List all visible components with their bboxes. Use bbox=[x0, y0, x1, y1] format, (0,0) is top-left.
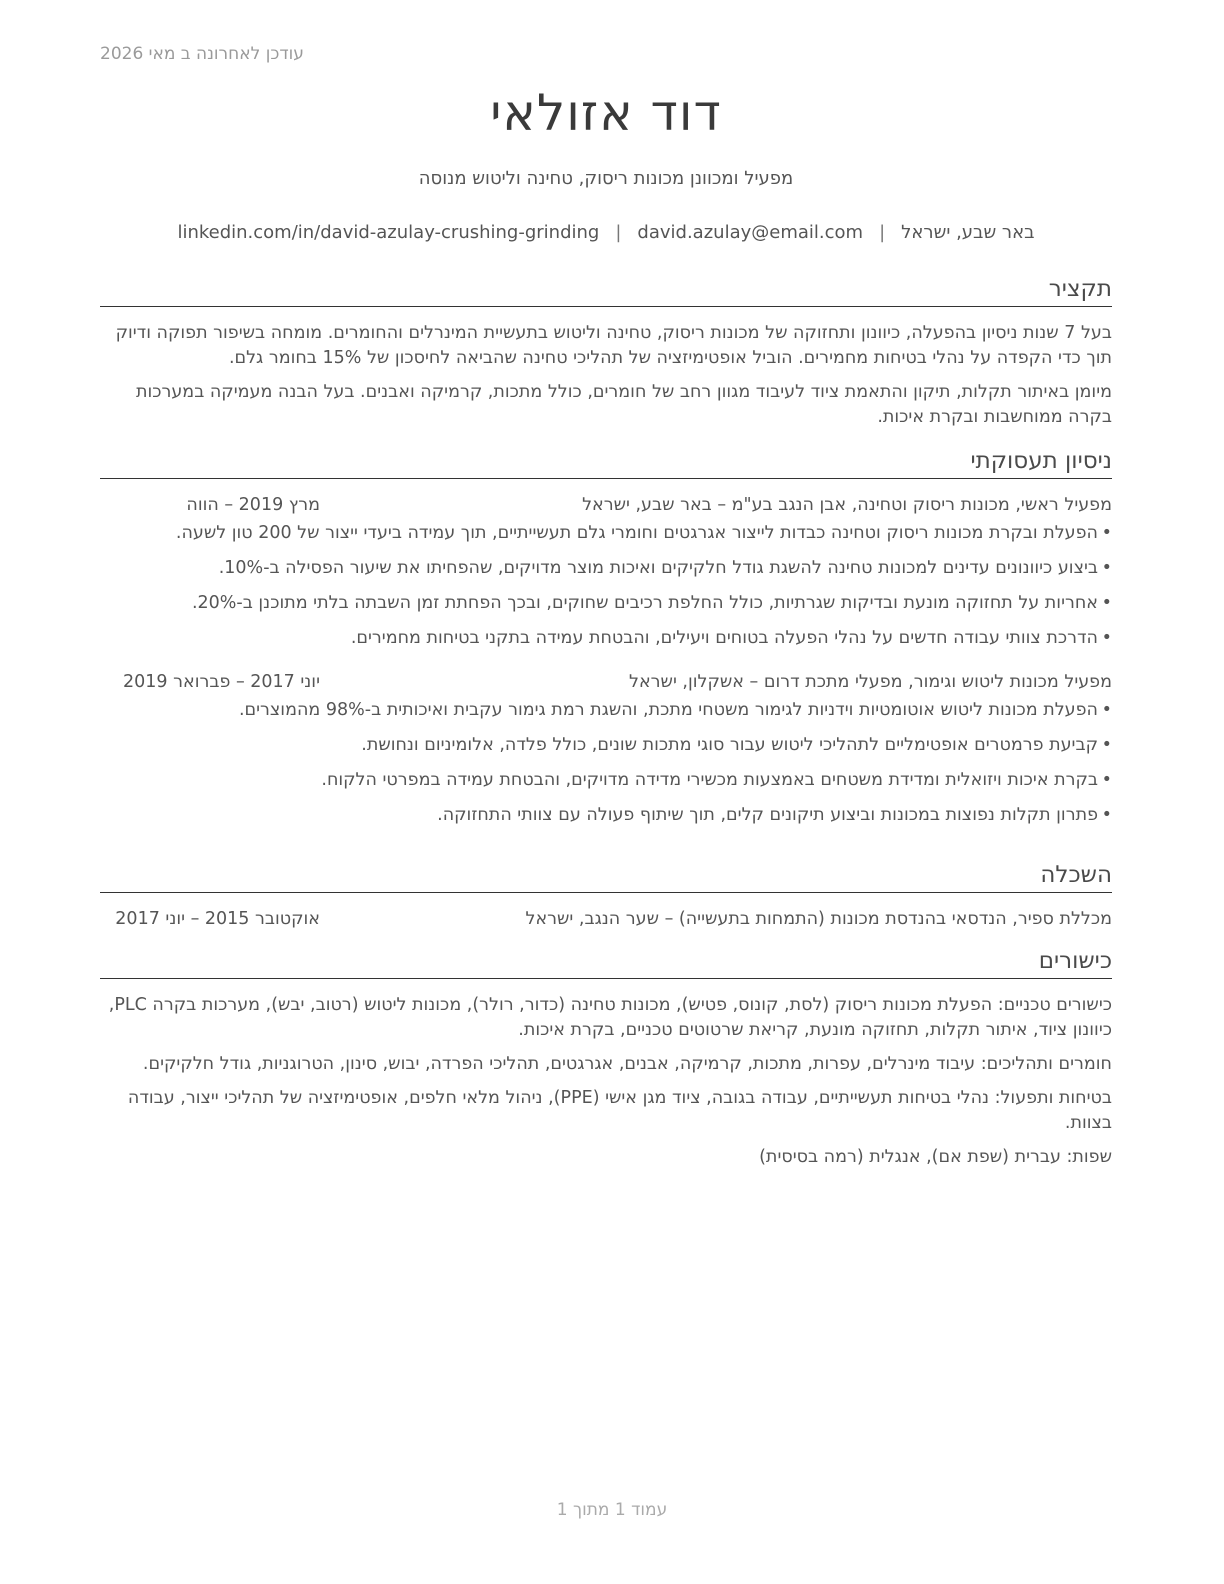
skills-item: כישורים טכניים: הפעלת מכונות ריסוק (לסת, קונוס, פטיש), מכונות טחינה (כדור, רולר), מכונות ליטוש (רטוב, יבש), מערכות בקרה PLC, כיוונון ציוד, איתור תקלות, תחזוקה מונעת, קריאת שרטוטים טכניים, בקרת איכות. bbox=[108, 995, 1112, 1040]
education-entry bbox=[100, 907, 1112, 931]
skills-item: חומרים ותהליכים: עיבוד מינרלים, עפרות, מתכות, קרמיקה, אבנים, אגרגטים, תהליכי הפרדה, יבוש, סינון, הטרוגניות, גודל חלקיקים. bbox=[142, 1054, 1112, 1074]
skills-item: בטיחות ותפעול: נהלי בטיחות תעשייתיים, עבודה בגובה, ציוד מגן אישי (PPE), ניהול מלאי חלפים, אופטימיזציה של תהליכי ייצור, עבודה בצוות. bbox=[127, 1088, 1112, 1133]
job-bullet: • קביעת פרמטרים אופטימליים לתהליכי ליטוש עבור סוגי מתכות שונים, כולל פלדה, אלומיניום ונחושת. bbox=[100, 733, 1112, 757]
job-bullet: • הפעלת ובקרת מכונות ריסוק וטחינה כבדות לייצור אגרגטים וחומרי גלם תעשייתיים, תוך עמידה ביעדי ייצור של 200 טון לשעה. bbox=[100, 521, 1112, 545]
job-entry bbox=[100, 493, 1112, 650]
job-bullets bbox=[100, 521, 1112, 650]
location: באר שבע, ישראל bbox=[901, 222, 1035, 243]
job-bullet: • פתרון תקלות נפוצות במכונות וביצוע תיקונים קלים, תוך שיתוף פעולה עם צוותי התחזוקה. bbox=[100, 803, 1112, 827]
section-title-summary: תקציר bbox=[100, 274, 1112, 307]
summary-paragraph: מיומן באיתור תקלות, תיקון והתאמת ציוד לעיבוד מגוון רחב של חומרים, כולל מתכות, קרמיקה ואבנים. בעל הבנה מעמיקה במערכות בקרה ממוחשבות ובקרת איכות. bbox=[135, 382, 1112, 427]
job-role: מפעיל מכונות ליטוש וגימור, מפעלי מתכת דרום – אשקלון, ישראל bbox=[629, 672, 1112, 692]
job-dates: יוני 2017 – פברואר 2019 bbox=[123, 672, 320, 692]
job-bullet: • אחריות על תחזוקה מונעת ובדיקות שגרתיות, כולל החלפת רכיבים שחוקים, ובכך הפחתת זמן השבתה בלתי מתוכנן ב-20%. bbox=[100, 591, 1112, 615]
job-bullet: • הדרכת צוותי עבודה חדשים על נהלי הפעלה בטוחים ויעילים, והבטחת עמידה בתקני בטיחות מחמירים. bbox=[100, 626, 1112, 650]
summary-paragraph: בעל 7 שנות ניסיון בהפעלה, כיוונון ותחזוקה של מכונות ריסוק, טחינה וליטוש בתעשיית המינרלים והחומרים. מומחה בשיפור תפוקה ודיוק תוך כדי הקפדה על נהלי בטיחות מחמירים. הוביל אופטימיזציה של תהליכי טחינה שהביאה לחיסכון של 15% בחומר גלם. bbox=[115, 323, 1112, 368]
section-title-education: השכלה bbox=[100, 860, 1112, 893]
job-bullets bbox=[100, 698, 1112, 827]
job-header bbox=[100, 493, 1112, 517]
job-dates: מרץ 2019 – הווה bbox=[186, 495, 320, 515]
summary-section bbox=[100, 274, 1112, 439]
education-dates: אוקטובר 2015 – יוני 2017 bbox=[115, 909, 320, 929]
candidate-headline: מפעיל ומכוונן מכונות ריסוק, טחינה וליטוש מנוסה bbox=[418, 168, 794, 189]
education-section bbox=[100, 860, 1112, 935]
candidate-name: דוד אזולאי bbox=[490, 84, 722, 142]
contact-separator: | bbox=[879, 222, 886, 243]
last-updated-note: עודכן לאחרונה ב מאי 2026 bbox=[100, 44, 304, 64]
section-title-experience: ניסיון תעסוקתי bbox=[100, 446, 1112, 479]
linkedin-link[interactable]: linkedin.com/in/david-azulay-crushing-grinding bbox=[177, 222, 600, 243]
contact-line bbox=[100, 222, 1112, 243]
job-bullet: • הפעלת מכונות ליטוש אוטומטיות וידניות לגימור משטחי מתכת, והשגת רמת גימור עקבית ואיכותית ב-98% מהמוצרים. bbox=[100, 698, 1112, 722]
skills-section bbox=[100, 946, 1112, 1179]
job-bullet: • בקרת איכות ויזואלית ומדידת משטחים באמצעות מכשירי מדידה מדויקים, והבטחת עמידה במפרטי הלקוח. bbox=[100, 768, 1112, 792]
email-link[interactable]: david.azulay@email.com bbox=[637, 222, 864, 243]
job-entry bbox=[100, 670, 1112, 827]
experience-section bbox=[100, 446, 1112, 838]
job-header bbox=[100, 670, 1112, 694]
education-school: מכללת ספיר, הנדסאי בהנדסת מכונות (התמחות בתעשייה) – שער הנגב, ישראל bbox=[525, 909, 1112, 929]
skills-item: שפות: עברית (שפת אם), אנגלית (רמה בסיסית) bbox=[759, 1147, 1112, 1167]
section-title-skills: כישורים bbox=[100, 946, 1112, 979]
job-bullet: • ביצוע כיוונונים עדינים למכונות טחינה להשגת גודל חלקיקים ואיכות מוצר מדויקים, שהפחיתו את שיעור הפסילה ב-10%. bbox=[100, 556, 1112, 580]
job-role: מפעיל ראשי, מכונות ריסוק וטחינה, אבן הנגב בע"מ – באר שבע, ישראל bbox=[582, 495, 1112, 515]
contact-separator: | bbox=[615, 222, 622, 243]
page-number: עמוד 1 מתוך 1 bbox=[556, 1500, 668, 1520]
